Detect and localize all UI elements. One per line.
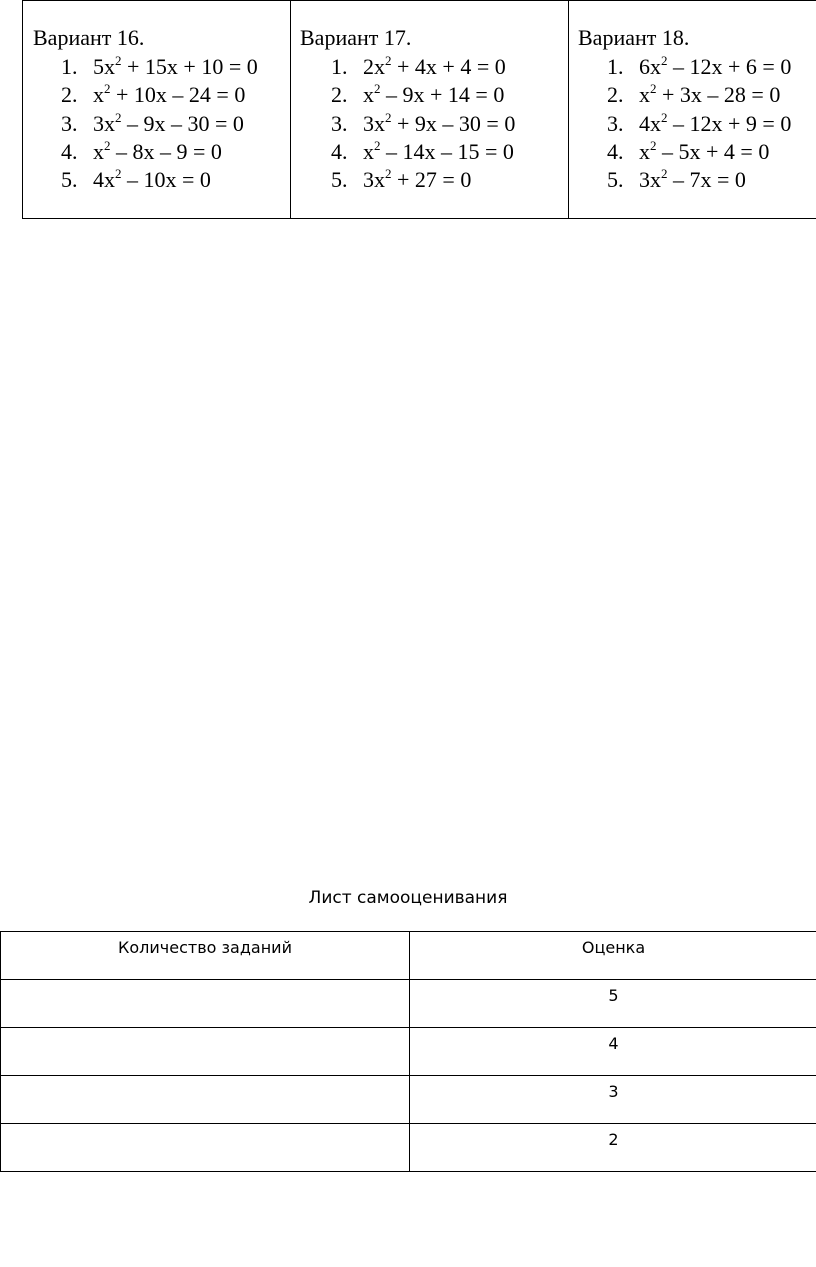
tasks-cell[interactable] — [1, 1124, 410, 1172]
grade-cell: 3 — [410, 1076, 816, 1124]
equation: $x^2 - 8x - 9 = 0$ — [93, 137, 222, 164]
equation-item: 5. $3x^2 + 27 = 0$ — [291, 166, 568, 194]
equation-item: 5. $4x^2 - 10x = 0$ — [23, 166, 290, 194]
variant-17-title: Вариант 17. — [300, 25, 412, 50]
variants-table — [22, 0, 816, 219]
equation: $3x^2 + 27 = 0$ — [363, 166, 472, 193]
variant-16-equations — [23, 53, 290, 194]
equation: $6x^2 - 12x + 6 = 0$ — [639, 53, 792, 79]
self-assessment-table — [0, 931, 816, 1172]
tasks-cell[interactable] — [1, 980, 410, 1028]
equation-item: 3. $3x^2 - 9x - 30 = 0$ — [23, 110, 290, 138]
equation-item: 1. $6x^2 - 12x + 6 = 0$ — [569, 53, 816, 81]
equation: $4x^2 - 10x = 0$ — [93, 166, 211, 193]
equation: $4x^2 - 12x + 9 = 0$ — [639, 109, 792, 136]
equation-item: 3. $3x^2 + 9x - 30 = 0$ — [291, 110, 568, 138]
table-row — [1, 980, 816, 1028]
table-row — [1, 1124, 816, 1172]
variant-17-equations — [291, 53, 568, 194]
equation-item: 5. $3x^2 - 7x = 0$ — [569, 166, 816, 194]
equation-item: 4. $x^2 - 14x - 15 = 0$ — [291, 138, 568, 166]
equation-item: 2. $x^2 - 9x + 14 = 0$ — [291, 81, 568, 109]
header-tasks-count: Количество заданий — [1, 932, 410, 980]
equation-item: 4. $x^2 - 8x - 9 = 0$ — [23, 138, 290, 166]
variants-row — [23, 1, 816, 219]
variant-17-cell — [291, 1, 569, 219]
equation: $2x^2 + 4x + 4 = 0$ — [363, 53, 506, 79]
equation: $5x^2 + 15x + 10 = 0$ — [93, 53, 258, 79]
table-header-row — [1, 932, 816, 980]
equation-item: 2. $x^2 + 10x - 24 = 0$ — [23, 81, 290, 109]
variant-18-cell — [569, 1, 816, 219]
equation: $x^2 - 5x + 4 = 0$ — [639, 137, 770, 164]
grade-cell: 4 — [410, 1028, 816, 1076]
variant-16-title: Вариант 16. — [33, 25, 145, 50]
equation-item: 2. $x^2 + 3x - 28 = 0$ — [569, 81, 816, 109]
equation: $x^2 + 10x - 24 = 0$ — [93, 81, 246, 108]
tasks-cell[interactable] — [1, 1028, 410, 1076]
table-row — [1, 1028, 816, 1076]
equation: $3x^2 - 9x - 30 = 0$ — [93, 109, 244, 136]
equation: $3x^2 + 9x - 30 = 0$ — [363, 109, 516, 136]
equation: $x^2 - 9x + 14 = 0$ — [363, 81, 505, 108]
equation: $x^2 - 14x - 15 = 0$ — [363, 137, 514, 164]
variant-18-equations — [569, 53, 816, 194]
tasks-cell[interactable] — [1, 1076, 410, 1124]
header-grade: Оценка — [410, 932, 816, 980]
grade-cell: 2 — [410, 1124, 816, 1172]
table-row — [1, 1076, 816, 1124]
equation: $3x^2 - 7x = 0$ — [639, 166, 746, 193]
equation-item: 4. $x^2 - 5x + 4 = 0$ — [569, 138, 816, 166]
equation-item: 1. $5x^2 + 15x + 10 = 0$ — [23, 53, 290, 81]
equation-item: 3. $4x^2 - 12x + 9 = 0$ — [569, 110, 816, 138]
grade-cell: 5 — [410, 980, 816, 1028]
equation-item: 1. $2x^2 + 4x + 4 = 0$ — [291, 53, 568, 81]
variant-18-title: Вариант 18. — [578, 25, 690, 50]
variant-16-cell — [23, 1, 291, 219]
self-assessment-title: Лист самооценивания — [308, 888, 508, 908]
equation: $x^2 + 3x - 28 = 0$ — [639, 81, 781, 108]
